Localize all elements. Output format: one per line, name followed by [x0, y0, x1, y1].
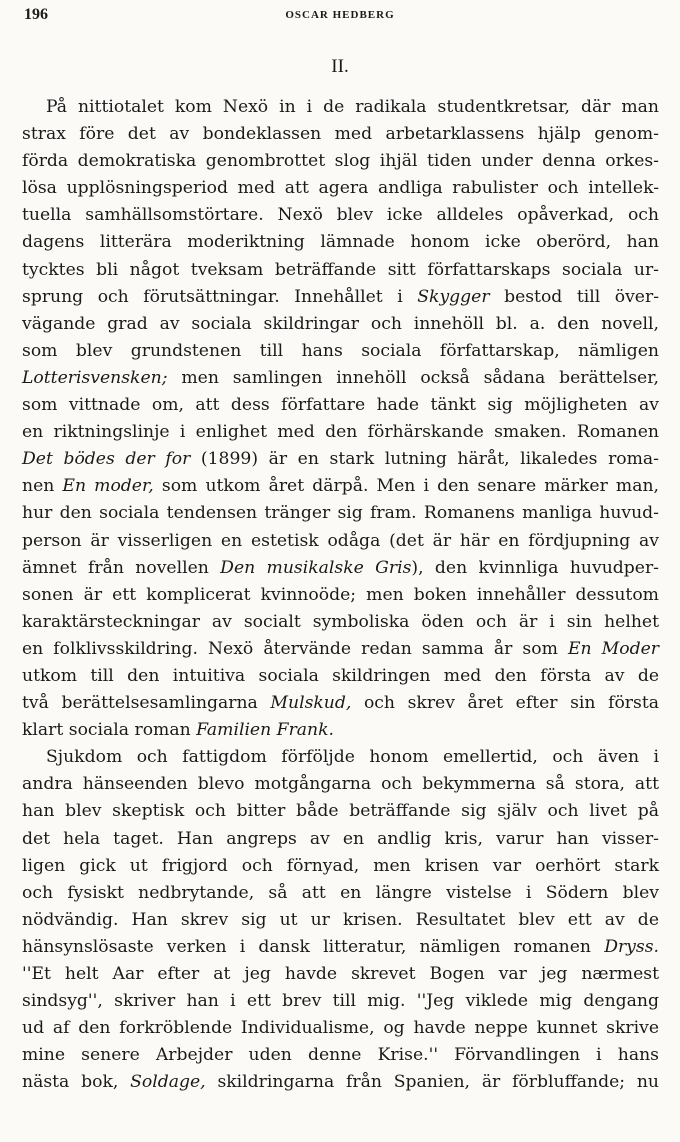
text-segment: lösa upplösningsperiod med att agera andliga rabulister och intellek-: [22, 178, 659, 199]
section-heading: II.: [331, 56, 349, 77]
text-segment: två berättelsesamlingarna: [22, 693, 271, 714]
italic-title: Familien Frank.: [196, 720, 334, 741]
text-segment: nödvändig. Han skrev sig ut ur krisen. Resultatet blev ett av de: [22, 909, 659, 930]
text-segment: andra hänseenden blevo motgångarna och bekymmerna så stora, att: [22, 774, 659, 795]
text-line: [22, 690, 659, 717]
text-segment: sonen är ett komplicerat kvinnoöde; men boken innehåller dessutom: [22, 584, 659, 605]
text-line: [22, 1069, 659, 1096]
italic-title: En Moder: [567, 638, 659, 659]
text-line: [22, 446, 659, 473]
text-segment: utkom till den intuitiva sociala skildringen med den första av de: [22, 665, 659, 686]
text-segment: sindsyg'', skriver han i ett brev till mig. ''Jeg viklede mig dengang: [22, 991, 659, 1012]
text-segment: dagens litterära moderiktning lämnade honom icke oberörd, han: [22, 232, 659, 253]
text-segment: person är visserligen en estetisk odåga (det är här en fördjupning av: [22, 530, 659, 551]
text-line: [22, 555, 659, 582]
text-line: [22, 1042, 659, 1069]
italic-title: Dryss.: [604, 936, 659, 957]
italic-title: Den musikalske Gris: [220, 557, 412, 578]
text-line: [22, 148, 659, 175]
text-segment: Sjukdom och fattigdom förföljde honom emellertid, och även i: [46, 747, 659, 768]
text-line: [22, 229, 659, 256]
text-segment: ud af den forkröblende Individualisme, og havde neppe kunnet skrive: [22, 1018, 659, 1039]
text-line: [22, 121, 659, 148]
text-segment: sprung och förutsättningar. Innehållet i: [22, 286, 418, 307]
text-line: [22, 338, 659, 365]
text-line: [22, 880, 659, 907]
text-line: [22, 311, 659, 338]
text-line: [22, 1015, 659, 1042]
text-segment: ), den kvinnliga huvudper-: [411, 557, 659, 578]
text-line: [22, 528, 659, 555]
text-segment: karaktärsteckningar av socialt symboliska öden och är i sin helhet: [22, 611, 659, 632]
italic-title: En moder,: [62, 476, 154, 497]
text-segment: hur den sociala tendensen tränger sig fram. Romanens manliga huvud-: [22, 503, 659, 524]
text-line: [22, 202, 659, 229]
text-line: [22, 500, 659, 527]
text-line: [22, 392, 659, 419]
text-segment: På nittiotalet kom Nexö in i de radikala studentkretsar, där man: [46, 97, 659, 117]
text-segment: som utkom året därpå. Men i den senare märker man,: [153, 476, 659, 497]
text-line: [22, 473, 659, 500]
text-line: [22, 934, 659, 961]
text-segment: klart sociala roman: [22, 720, 197, 741]
text-segment: som blev grundstenen till hans sociala författarskap, nämligen: [22, 340, 659, 361]
italic-title: Skygger: [417, 286, 490, 307]
text-line: [22, 419, 659, 446]
text-segment: han blev skeptisk och bitter både beträffande sig själv och livet på: [22, 801, 659, 822]
body-text: [22, 94, 659, 1096]
text-segment: ämnet från novellen: [22, 557, 221, 578]
text-line: [22, 907, 659, 934]
text-line: [22, 988, 659, 1015]
running-head: OSCAR HEDBERG: [285, 9, 395, 21]
text-segment: förda demokratiska genombrottet slog ihjäl tiden under denna orkes-: [22, 151, 659, 172]
text-segment: ligen gick ut frigjord och förnyad, men krisen var oerhört stark: [22, 855, 659, 876]
text-line: [22, 717, 659, 744]
text-segment: hänsynslösaste verken i dansk litteratur, nämligen romanen: [22, 936, 605, 957]
text-line: [22, 365, 659, 392]
text-segment: strax före det av bondeklassen med arbetarklassens hjälp genom-: [22, 124, 659, 145]
page-number: 196: [24, 6, 48, 23]
text-line: [22, 663, 659, 690]
page-header: [24, 6, 656, 26]
text-line: [22, 636, 659, 663]
text-line: [22, 175, 659, 202]
text-line: [22, 853, 659, 880]
text-line: [22, 744, 659, 771]
text-segment: det hela taget. Han angreps av en andlig kris, varur han visser-: [22, 828, 659, 849]
text-segment: tuella samhällsomstörtare. Nexö blev icke alldeles opåverkad, och: [22, 205, 659, 226]
text-segment: skildringarna från Spanien, är förbluffande; nu: [205, 1072, 659, 1093]
text-line: [22, 582, 659, 609]
text-line: [22, 961, 659, 988]
text-segment: bestod till över-: [489, 286, 659, 307]
text-segment: (1899) är en stark lutning häråt, likaledes roma-: [190, 449, 659, 470]
text-segment: ''Et helt Aar efter at jeg havde skrevet Bogen var jeg nærmest: [22, 964, 659, 984]
italic-title: Det bödes der for: [22, 449, 191, 470]
text-line: [22, 609, 659, 636]
text-segment: som vittnade om, att dess författare hade tänkt sig möjligheten av: [22, 395, 659, 416]
text-segment: mine senere Arbejder uden denne Krise.'' Förvandlingen i hans: [22, 1045, 659, 1066]
text-segment: tycktes bli något tveksam beträffande sitt författarskaps sociala ur-: [22, 259, 659, 280]
text-segment: vägande grad av sociala skildringar och innehöll bl. a. den novell,: [22, 313, 659, 334]
text-segment: nästa bok,: [22, 1072, 131, 1093]
text-line: [22, 798, 659, 825]
text-segment: en riktningslinje i enlighet med den förhärskande smaken. Romanen: [22, 422, 659, 443]
italic-title: Lotterisvensken;: [22, 367, 168, 388]
text-segment: och skrev året efter sin första: [351, 693, 659, 714]
text-line: [22, 826, 659, 853]
text-line: [22, 771, 659, 798]
text-line: [22, 94, 659, 121]
text-segment: men samlingen innehöll också sådana berättelser,: [167, 367, 659, 388]
text-line: [22, 257, 659, 284]
italic-title: Mulskud,: [270, 693, 352, 714]
text-segment: en folklivsskildring. Nexö återvände redan samma år som: [22, 638, 568, 659]
text-segment: nen: [22, 476, 63, 497]
text-segment: och fysiskt nedbrytande, så att en längre vistelse i Södern blev: [22, 882, 659, 903]
italic-title: Soldage,: [130, 1072, 206, 1093]
text-line: [22, 284, 659, 311]
